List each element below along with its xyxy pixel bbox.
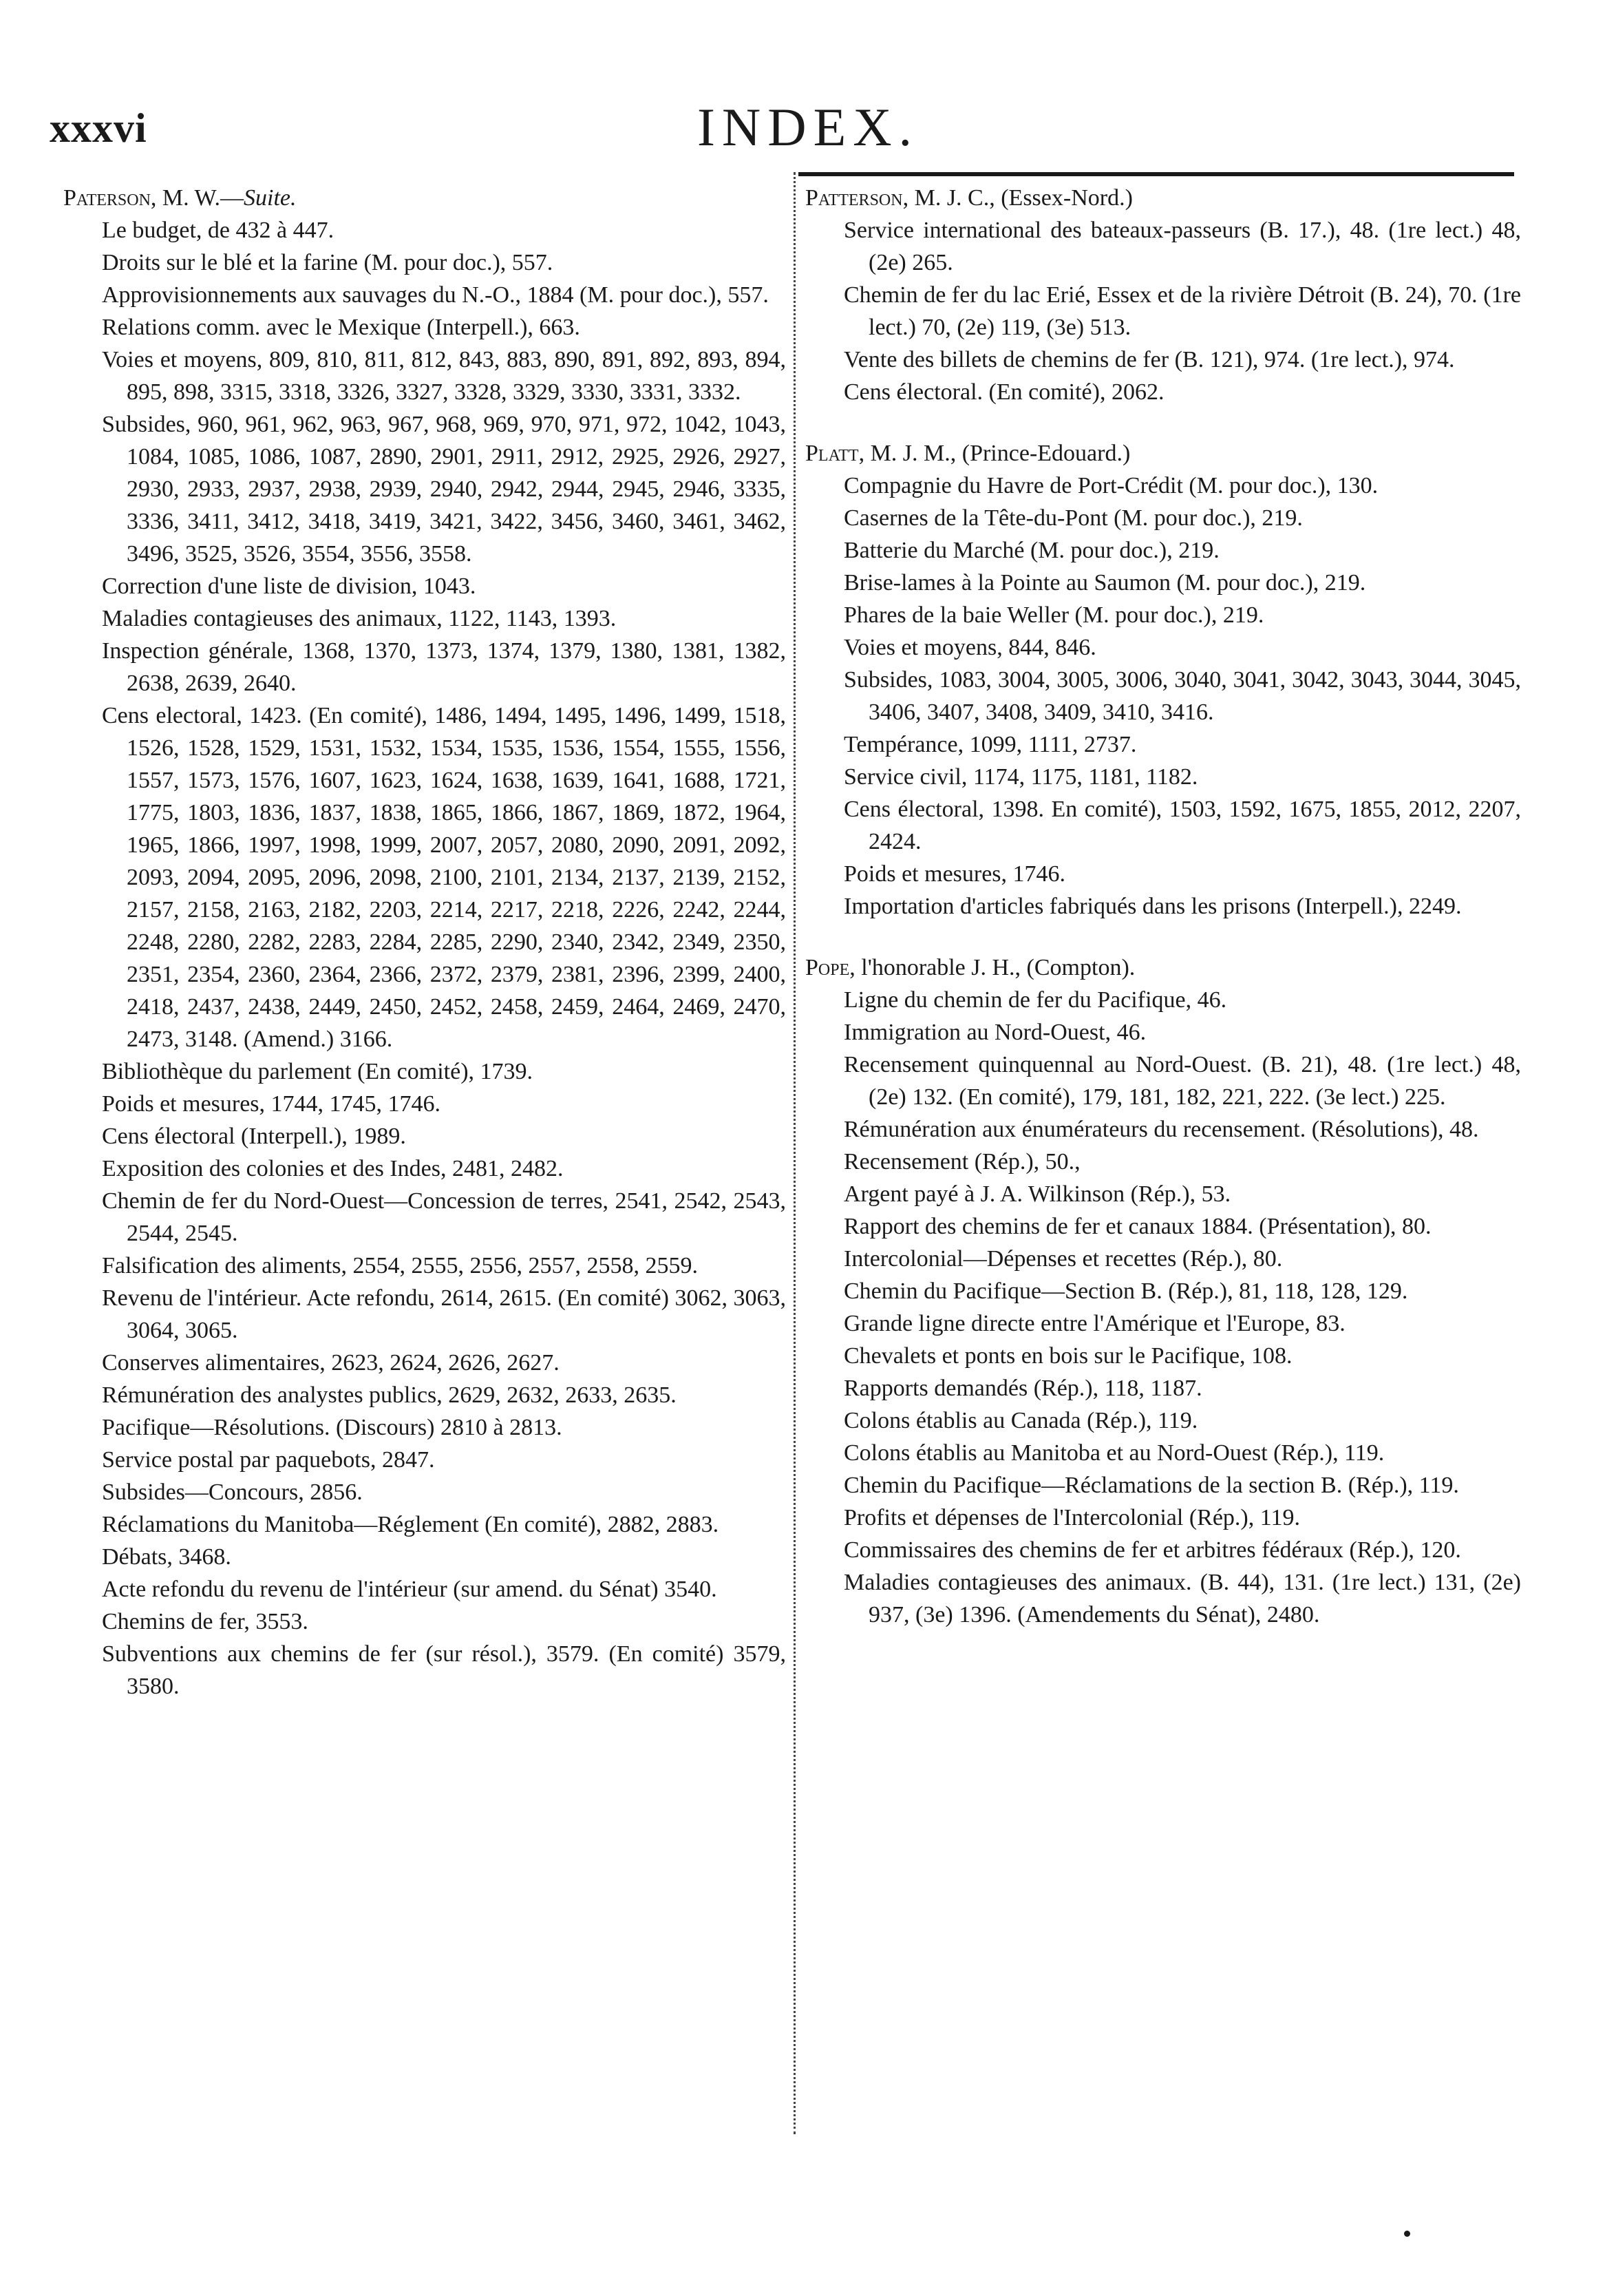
index-entry: Service postal par paquebots, 2847.: [102, 1447, 435, 1473]
index-entry: Voies et moyens, 844, 846.: [844, 635, 1096, 660]
index-entry: Bibliothèque du parlement (En comité), 1739.: [102, 1059, 533, 1084]
index-entry: Acte refondu du revenu de l'intérieur (sur amend. du Sénat) 3540.: [102, 1577, 717, 1602]
column-divider: [794, 172, 796, 2134]
index-entry: Subsides, 1083, 3004, 3005, 3006, 3040, 3041, 3042, 3043, 3044, 3045, 3406, 3407, 3408, 3409, 3410, 3416.: [844, 667, 1521, 725]
index-entry: Chemin de fer du Nord-Ouest—Concession de terres, 2541, 2542, 2543, 2544, 2545.: [102, 1188, 786, 1246]
index-entries: [805, 984, 1521, 1631]
index-entry: Chemin du Pacifique—Section B. (Rép.), 81, 118, 128, 129.: [844, 1278, 1408, 1304]
index-entry: Maladies contagieuses des animaux, 1122, 1143, 1393.: [102, 606, 617, 631]
index-entry: Rémunération des analystes publics, 2629, 2632, 2633, 2635.: [102, 1382, 677, 1408]
entry-heading-paterson: Paterson, M. W.—Suite.: [63, 185, 297, 211]
index-entry: Subventions aux chemins de fer (sur résol.), 3579. (En comité) 3579, 3580.: [102, 1641, 786, 1699]
index-entry: Vente des billets de chemins de fer (B. 121), 974. (1re lect.), 974.: [844, 347, 1455, 372]
index-entry: Relations comm. avec le Mexique (Interpell.), 663.: [102, 315, 580, 340]
index-entry: Compagnie du Havre de Port-Crédit (M. pour doc.), 130.: [844, 473, 1379, 498]
left-column: [63, 178, 786, 1703]
index-entry: Rapport des chemins de fer et canaux 1884. (Présentation), 80.: [844, 1214, 1432, 1239]
index-entry: Batterie du Marché (M. pour doc.), 219.: [844, 538, 1220, 563]
index-entry: Réclamations du Manitoba—Réglement (En comité), 2882, 2883.: [102, 1512, 719, 1537]
index-entry: Chemin du Pacifique—Réclamations de la section B. (Rép.), 119.: [844, 1473, 1459, 1498]
index-entry: Chemin de fer du lac Erié, Essex et de la rivière Détroit (B. 24), 70. (1re lect.) 70, (2e) 119, (3e) 513.: [844, 282, 1521, 340]
index-entry: Argent payé à J. A. Wilkinson (Rép.), 53.: [844, 1181, 1231, 1207]
index-entry: Rémunération aux énumérateurs du recensement. (Résolutions), 48.: [844, 1117, 1479, 1142]
index-entry: Cens electoral, 1423. (En comité), 1486, 1494, 1495, 1496, 1499, 1518, 1526, 1528, 1529, 1531, 1532, 1534, 1535, 1536, 1554, 1555, 1556, 1557, 1573, 1576, 1607, 1623, 1624, 1638, 1639, 1641, 1688, 1721, 1775, 1803, 1836, 1837, 1838, 1865, 1866, 1867, 1869, 1872, 1964, 1965, 1866, 1997, 1998, 1999, 2007, 2057, 2080, 2090, 2091, 2092, 2093, 2094, 2095, 2096, 2098, 2100, 2101, 2134, 2137, 2139, 2152, 2157, 2158, 2163, 2182, 2203, 2214, 2217, 2218, 2226, 2242, 2244, 2248, 2280, 2282, 2283, 2284, 2285, 2290, 2340, 2342, 2349, 2350, 2351, 2354, 2360, 2364, 2366, 2372, 2379, 2381, 2396, 2399, 2400, 2418, 2437, 2438, 2449, 2450, 2452, 2458, 2459, 2464, 2469, 2470, 2473, 3148. (Amend.) 3166.: [102, 703, 786, 1052]
index-entry: Phares de la baie Weller (M. pour doc.), 219.: [844, 602, 1264, 628]
index-entry: Exposition des colonies et des Indes, 2481, 2482.: [102, 1156, 564, 1181]
right-column: [805, 178, 1521, 1631]
index-entry: Maladies contagieuses des animaux. (B. 44), 131. (1re lect.) 131, (2e) 937, (3e) 1396. (Amendements du Sénat), 2480.: [844, 1570, 1521, 1628]
index-entry: Cens électoral (Interpell.), 1989.: [102, 1124, 406, 1149]
index-entry: Immigration au Nord-Ouest, 46.: [844, 1020, 1147, 1045]
index-entry: Inspection générale, 1368, 1370, 1373, 1374, 1379, 1380, 1381, 1382, 2638, 2639, 2640.: [102, 638, 786, 696]
entry-heading-patterson: Patterson, M. J. C., (Essex-Nord.): [805, 185, 1133, 211]
index-section-platt: [805, 437, 1521, 923]
index-entry: Subsides, 960, 961, 962, 963, 967, 968, 969, 970, 971, 972, 1042, 1043, 1084, 1085, 1086, 1087, 2890, 2901, 2911, 2912, 2925, 2926, 2927, 2930, 2933, 2937, 2938, 2939, 2940, 2942, 2944, 2945, 2946, 3335, 3336, 3411, 3412, 3418, 3419, 3421, 3422, 3456, 3460, 3461, 3462, 3496, 3525, 3526, 3554, 3556, 3558.: [102, 412, 786, 567]
index-entry: Intercolonial—Dépenses et recettes (Rép.), 80.: [844, 1246, 1283, 1272]
index-entry: Approvisionnements aux sauvages du N.-O., 1884 (M. pour doc.), 557.: [102, 282, 769, 308]
index-entry: Débats, 3468.: [102, 1544, 231, 1570]
page-number: xxxvi: [50, 105, 147, 151]
index-entry: Colons établis au Canada (Rép.), 119.: [844, 1408, 1198, 1433]
index-entry: Tempérance, 1099, 1111, 2737.: [844, 732, 1137, 757]
index-entry: Rapports demandés (Rép.), 118, 1187.: [844, 1376, 1202, 1401]
index-entries: [805, 470, 1521, 923]
index-entry: Service civil, 1174, 1175, 1181, 1182.: [844, 764, 1198, 790]
index-entry: Voies et moyens, 809, 810, 811, 812, 843, 883, 890, 891, 892, 893, 894, 895, 898, 3315, 3318, 3326, 3327, 3328, 3329, 3330, 3331, 3332.: [102, 347, 786, 405]
index-entry: Pacifique—Résolutions. (Discours) 2810 à 2813.: [102, 1415, 562, 1440]
index-entry: Cens électoral. (En comité), 2062.: [844, 379, 1165, 405]
index-entry: Revenu de l'intérieur. Acte refondu, 2614, 2615. (En comité) 3062, 3063, 3064, 3065.: [102, 1285, 786, 1343]
index-entry: Commissaires des chemins de fer et arbitres fédéraux (Rép.), 120.: [844, 1537, 1461, 1563]
index-entry: Brise-lames à la Pointe au Saumon (M. pour doc.), 219.: [844, 570, 1366, 596]
entry-heading-platt: Platt, M. J. M., (Prince-Edouard.): [805, 441, 1131, 466]
index-entry: Falsification des aliments, 2554, 2555, 2556, 2557, 2558, 2559.: [102, 1253, 698, 1278]
index-entry: Conserves alimentaires, 2623, 2624, 2626, 2627.: [102, 1350, 560, 1376]
index-entry: Cens électoral, 1398. En comité), 1503, 1592, 1675, 1855, 2012, 2207, 2424.: [844, 797, 1521, 854]
page-title: INDEX.: [697, 97, 919, 157]
index-entry: Colons établis au Manitoba et au Nord-Ouest (Rép.), 119.: [844, 1440, 1385, 1466]
index-entry: Grande ligne directe entre l'Amérique et l'Europe, 83.: [844, 1311, 1346, 1336]
index-entry: Importation d'articles fabriqués dans les prisons (Interpell.), 2249.: [844, 894, 1462, 919]
index-entry: Chevalets et ponts en bois sur le Pacifique, 108.: [844, 1343, 1293, 1369]
index-entry: Poids et mesures, 1744, 1745, 1746.: [102, 1091, 441, 1117]
index-entries: [63, 214, 786, 1703]
index-entry: Profits et dépenses de l'Intercolonial (Rép.), 119.: [844, 1505, 1300, 1530]
index-entry: Ligne du chemin de fer du Pacifique, 46.: [844, 987, 1227, 1013]
stray-mark: [1404, 2231, 1410, 2237]
index-entry: Chemins de fer, 3553.: [102, 1609, 308, 1634]
index-entry: Recensement (Rép.), 50.,: [844, 1149, 1081, 1175]
header-rule: [798, 172, 1514, 176]
index-entry: Service international des bateaux-passeurs (B. 17.), 48. (1re lect.) 48, (2e) 265.: [844, 218, 1521, 275]
index-entries: [805, 214, 1521, 408]
index-entry: Droits sur le blé et la farine (M. pour doc.), 557.: [102, 250, 553, 275]
index-entry: Le budget, de 432 à 447.: [102, 218, 334, 243]
index-entry: Casernes de la Tête-du-Pont (M. pour doc.), 219.: [844, 505, 1303, 531]
index-section-patterson: [805, 182, 1521, 408]
entry-heading-pope: Pope, l'honorable J. H., (Compton).: [805, 955, 1136, 980]
index-entry: Correction d'une liste de division, 1043.: [102, 573, 476, 599]
index-entry: Recensement quinquennal au Nord-Ouest. (B. 21), 48. (1re lect.) 48, (2e) 132. (En comité), 179, 181, 182, 221, 222. (3e lect.) 225.: [844, 1052, 1521, 1110]
index-entry: Subsides—Concours, 2856.: [102, 1479, 363, 1505]
index-entry: Poids et mesures, 1746.: [844, 861, 1066, 887]
index-section-pope: [805, 951, 1521, 1631]
